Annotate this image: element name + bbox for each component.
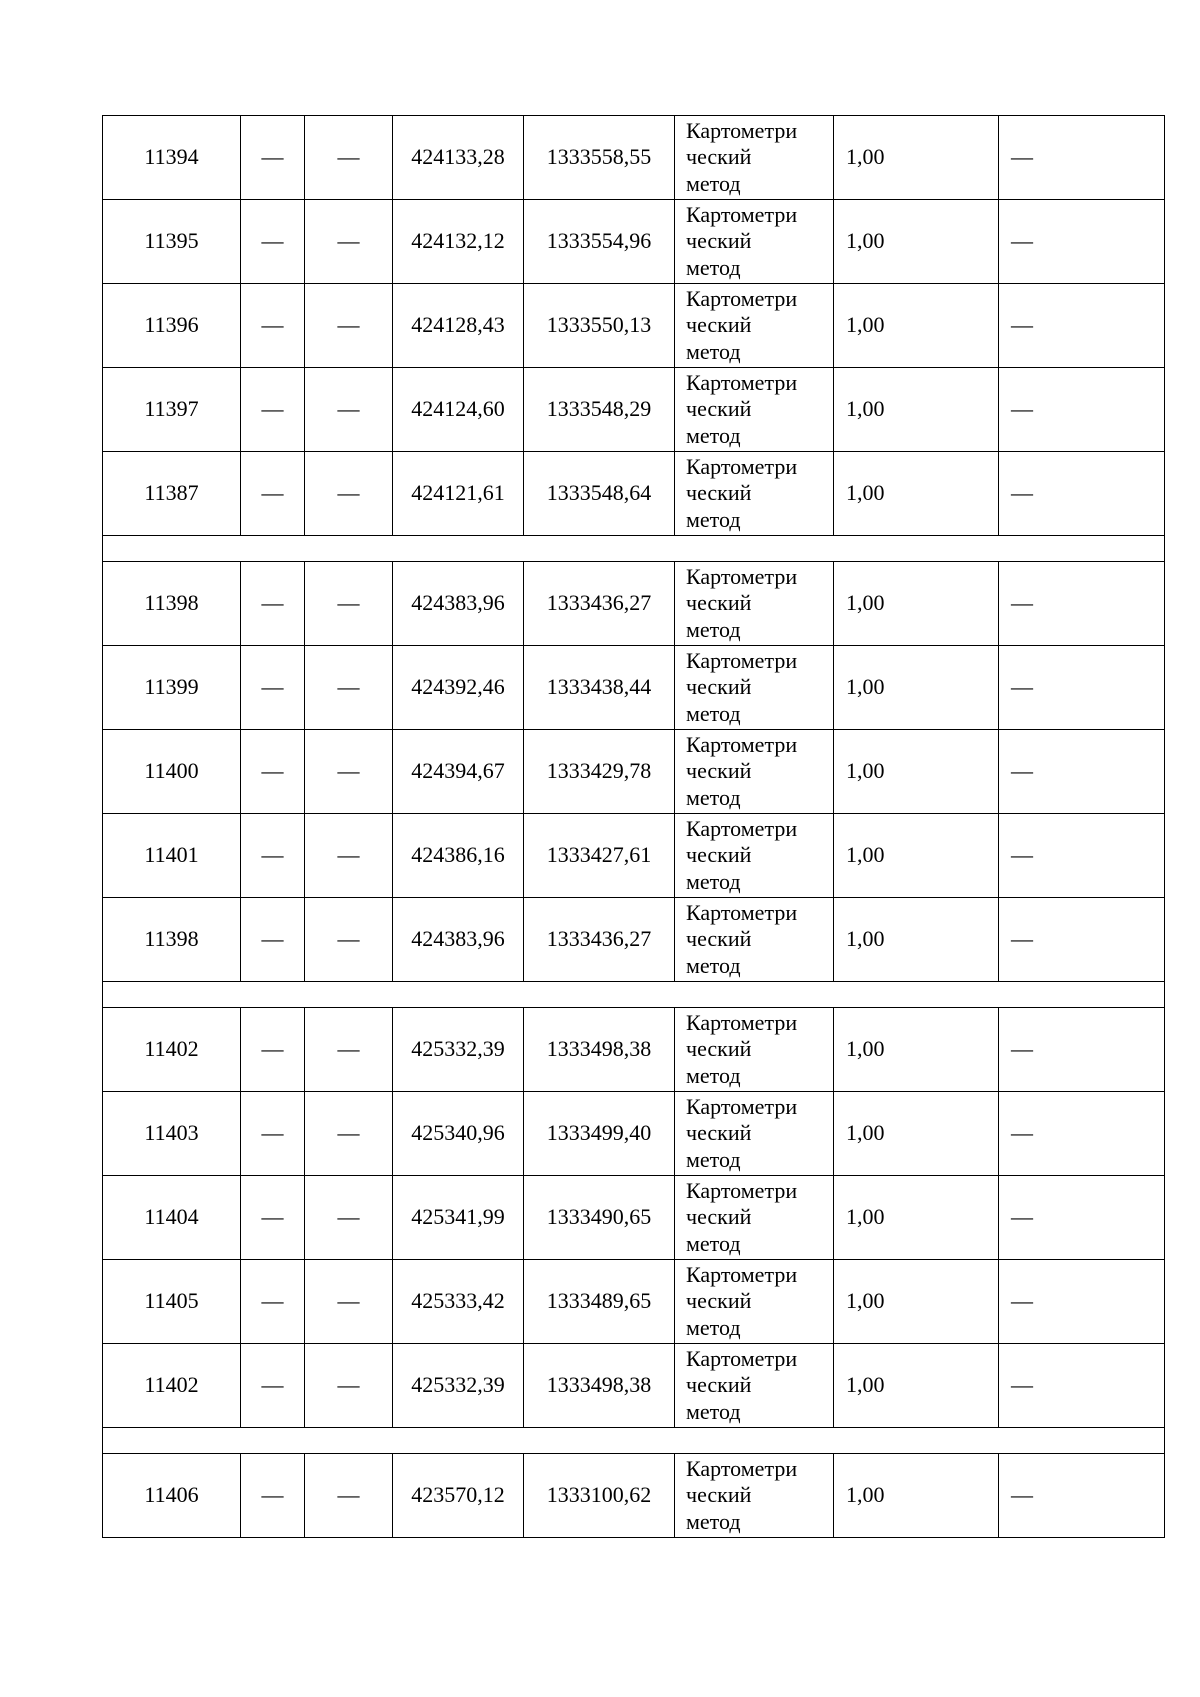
empty-dash-cell: — bbox=[999, 1008, 1165, 1092]
point-number-cell: 11404 bbox=[103, 1176, 241, 1260]
empty-dash-cell: — bbox=[305, 646, 393, 730]
table-row bbox=[103, 452, 1165, 536]
accuracy-cell: 1,00 bbox=[834, 1176, 999, 1260]
coordinate-x-cell: 424392,46 bbox=[393, 646, 524, 730]
coordinate-x-cell: 424128,43 bbox=[393, 284, 524, 368]
coordinate-x-cell: 424386,16 bbox=[393, 814, 524, 898]
method-line: Картометри bbox=[686, 1009, 798, 1035]
coordinate-y-cell: 1333436,27 bbox=[524, 562, 675, 646]
coordinate-y-cell: 1333427,61 bbox=[524, 814, 675, 898]
method-cell bbox=[675, 1344, 834, 1428]
point-number-cell: 11400 bbox=[103, 730, 241, 814]
method-cell bbox=[675, 1176, 834, 1260]
empty-dash-cell: — bbox=[241, 1344, 305, 1428]
table-body bbox=[103, 116, 1165, 1538]
group-separator-row bbox=[103, 536, 1165, 562]
empty-dash-cell: — bbox=[305, 1008, 393, 1092]
empty-dash-cell: — bbox=[999, 368, 1165, 452]
empty-dash-cell: — bbox=[999, 562, 1165, 646]
method-cell bbox=[675, 1008, 834, 1092]
method-line: ческий bbox=[686, 144, 752, 170]
point-number-cell: 11406 bbox=[103, 1454, 241, 1538]
coordinate-x-cell: 424383,96 bbox=[393, 898, 524, 982]
point-number-cell: 11387 bbox=[103, 452, 241, 536]
accuracy-cell: 1,00 bbox=[834, 200, 999, 284]
table-row bbox=[103, 646, 1165, 730]
method-line: ческий bbox=[686, 674, 752, 700]
accuracy-cell: 1,00 bbox=[834, 1008, 999, 1092]
group-separator-row bbox=[103, 982, 1165, 1008]
empty-dash-cell: — bbox=[241, 1008, 305, 1092]
accuracy-cell: 1,00 bbox=[834, 1092, 999, 1176]
empty-dash-cell: — bbox=[999, 284, 1165, 368]
coordinate-y-cell: 1333436,27 bbox=[524, 898, 675, 982]
accuracy-cell: 1,00 bbox=[834, 730, 999, 814]
coordinate-x-cell: 423570,12 bbox=[393, 1454, 524, 1538]
coordinate-x-cell: 425332,39 bbox=[393, 1008, 524, 1092]
empty-dash-cell: — bbox=[305, 1092, 393, 1176]
method-line: ческий bbox=[686, 228, 752, 254]
empty-dash-cell: — bbox=[305, 1454, 393, 1538]
method-cell bbox=[675, 730, 834, 814]
separator-cell bbox=[103, 536, 1165, 562]
empty-dash-cell: — bbox=[305, 116, 393, 200]
method-cell bbox=[675, 116, 834, 200]
empty-dash-cell: — bbox=[305, 452, 393, 536]
empty-dash-cell: — bbox=[999, 1176, 1165, 1260]
empty-dash-cell: — bbox=[999, 814, 1165, 898]
method-line: Картометри bbox=[686, 1455, 798, 1481]
coordinate-x-cell: 424124,60 bbox=[393, 368, 524, 452]
method-cell bbox=[675, 1260, 834, 1344]
coordinate-y-cell: 1333498,38 bbox=[524, 1008, 675, 1092]
empty-dash-cell: — bbox=[999, 1092, 1165, 1176]
table-row bbox=[103, 1092, 1165, 1176]
coordinate-y-cell: 1333548,64 bbox=[524, 452, 675, 536]
method-line: ческий bbox=[686, 926, 752, 952]
empty-dash-cell: — bbox=[999, 898, 1165, 982]
method-line: метод bbox=[686, 700, 741, 726]
method-line: Картометри bbox=[686, 285, 798, 311]
method-line: ческий bbox=[686, 1120, 752, 1146]
point-number-cell: 11398 bbox=[103, 898, 241, 982]
accuracy-cell: 1,00 bbox=[834, 368, 999, 452]
coordinate-x-cell: 425340,96 bbox=[393, 1092, 524, 1176]
empty-dash-cell: — bbox=[241, 1092, 305, 1176]
empty-dash-cell: — bbox=[305, 898, 393, 982]
method-line: Картометри bbox=[686, 201, 798, 227]
method-line: Картометри bbox=[686, 1345, 798, 1371]
method-cell bbox=[675, 814, 834, 898]
method-cell bbox=[675, 1092, 834, 1176]
accuracy-cell: 1,00 bbox=[834, 1260, 999, 1344]
accuracy-cell: 1,00 bbox=[834, 1344, 999, 1428]
method-line: ческий bbox=[686, 590, 752, 616]
table-row bbox=[103, 284, 1165, 368]
coordinate-x-cell: 424394,67 bbox=[393, 730, 524, 814]
method-line: метод bbox=[686, 338, 741, 364]
method-line: метод bbox=[686, 422, 741, 448]
point-number-cell: 11394 bbox=[103, 116, 241, 200]
coordinate-x-cell: 425341,99 bbox=[393, 1176, 524, 1260]
empty-dash-cell: — bbox=[241, 1454, 305, 1538]
accuracy-cell: 1,00 bbox=[834, 814, 999, 898]
method-line: Картометри bbox=[686, 1093, 798, 1119]
empty-dash-cell: — bbox=[305, 730, 393, 814]
coordinate-x-cell: 424132,12 bbox=[393, 200, 524, 284]
coordinate-y-cell: 1333100,62 bbox=[524, 1454, 675, 1538]
method-line: Картометри bbox=[686, 563, 798, 589]
method-line: метод bbox=[686, 1398, 741, 1424]
method-cell bbox=[675, 646, 834, 730]
point-number-cell: 11395 bbox=[103, 200, 241, 284]
coordinate-x-cell: 424133,28 bbox=[393, 116, 524, 200]
method-line: метод bbox=[686, 254, 741, 280]
empty-dash-cell: — bbox=[999, 646, 1165, 730]
table-row bbox=[103, 368, 1165, 452]
empty-dash-cell: — bbox=[999, 730, 1165, 814]
method-line: ческий bbox=[686, 1482, 752, 1508]
method-line: ческий bbox=[686, 842, 752, 868]
method-line: метод bbox=[686, 784, 741, 810]
coordinate-y-cell: 1333550,13 bbox=[524, 284, 675, 368]
empty-dash-cell: — bbox=[999, 200, 1165, 284]
table-row bbox=[103, 1008, 1165, 1092]
method-cell bbox=[675, 1454, 834, 1538]
method-line: ческий bbox=[686, 1036, 752, 1062]
method-line: Картометри bbox=[686, 453, 798, 479]
method-cell bbox=[675, 562, 834, 646]
method-cell bbox=[675, 452, 834, 536]
table-row bbox=[103, 898, 1165, 982]
empty-dash-cell: — bbox=[241, 562, 305, 646]
coordinate-y-cell: 1333548,29 bbox=[524, 368, 675, 452]
table-row bbox=[103, 200, 1165, 284]
method-line: метод bbox=[686, 1062, 741, 1088]
empty-dash-cell: — bbox=[241, 452, 305, 536]
empty-dash-cell: — bbox=[999, 116, 1165, 200]
accuracy-cell: 1,00 bbox=[834, 898, 999, 982]
method-line: Картометри bbox=[686, 815, 798, 841]
coordinate-y-cell: 1333554,96 bbox=[524, 200, 675, 284]
table-row bbox=[103, 730, 1165, 814]
empty-dash-cell: — bbox=[241, 1176, 305, 1260]
coordinate-y-cell: 1333490,65 bbox=[524, 1176, 675, 1260]
method-line: Картометри bbox=[686, 369, 798, 395]
point-number-cell: 11399 bbox=[103, 646, 241, 730]
method-line: Картометри bbox=[686, 1177, 798, 1203]
method-line: метод bbox=[686, 1230, 741, 1256]
method-line: ческий bbox=[686, 396, 752, 422]
point-number-cell: 11403 bbox=[103, 1092, 241, 1176]
empty-dash-cell: — bbox=[305, 1344, 393, 1428]
method-line: ческий bbox=[686, 1372, 752, 1398]
coordinate-y-cell: 1333558,55 bbox=[524, 116, 675, 200]
table-row bbox=[103, 116, 1165, 200]
method-cell bbox=[675, 200, 834, 284]
empty-dash-cell: — bbox=[241, 116, 305, 200]
empty-dash-cell: — bbox=[305, 814, 393, 898]
method-line: метод bbox=[686, 1146, 741, 1172]
method-line: метод bbox=[686, 1314, 741, 1340]
method-line: метод bbox=[686, 868, 741, 894]
empty-dash-cell: — bbox=[241, 898, 305, 982]
method-line: Картометри bbox=[686, 899, 798, 925]
coordinates-table bbox=[102, 115, 1165, 1538]
coordinate-x-cell: 425333,42 bbox=[393, 1260, 524, 1344]
separator-cell bbox=[103, 982, 1165, 1008]
method-line: метод bbox=[686, 952, 741, 978]
empty-dash-cell: — bbox=[305, 1176, 393, 1260]
empty-dash-cell: — bbox=[241, 200, 305, 284]
method-line: ческий bbox=[686, 758, 752, 784]
method-line: метод bbox=[686, 170, 741, 196]
table-row bbox=[103, 562, 1165, 646]
empty-dash-cell: — bbox=[241, 730, 305, 814]
point-number-cell: 11401 bbox=[103, 814, 241, 898]
empty-dash-cell: — bbox=[999, 452, 1165, 536]
method-line: метод bbox=[686, 616, 741, 642]
empty-dash-cell: — bbox=[999, 1344, 1165, 1428]
method-line: ческий bbox=[686, 1288, 752, 1314]
empty-dash-cell: — bbox=[305, 368, 393, 452]
method-cell bbox=[675, 898, 834, 982]
empty-dash-cell: — bbox=[241, 814, 305, 898]
accuracy-cell: 1,00 bbox=[834, 116, 999, 200]
empty-dash-cell: — bbox=[305, 200, 393, 284]
coordinate-y-cell: 1333499,40 bbox=[524, 1092, 675, 1176]
empty-dash-cell: — bbox=[999, 1260, 1165, 1344]
method-cell bbox=[675, 368, 834, 452]
point-number-cell: 11402 bbox=[103, 1344, 241, 1428]
point-number-cell: 11402 bbox=[103, 1008, 241, 1092]
accuracy-cell: 1,00 bbox=[834, 452, 999, 536]
accuracy-cell: 1,00 bbox=[834, 1454, 999, 1538]
table-row bbox=[103, 1260, 1165, 1344]
method-cell bbox=[675, 284, 834, 368]
coordinate-x-cell: 424121,61 bbox=[393, 452, 524, 536]
empty-dash-cell: — bbox=[999, 1454, 1165, 1538]
table-row bbox=[103, 814, 1165, 898]
method-line: метод bbox=[686, 1508, 741, 1534]
coordinate-y-cell: 1333438,44 bbox=[524, 646, 675, 730]
point-number-cell: 11398 bbox=[103, 562, 241, 646]
coordinate-y-cell: 1333429,78 bbox=[524, 730, 675, 814]
method-line: метод bbox=[686, 506, 741, 532]
table-row bbox=[103, 1454, 1165, 1538]
empty-dash-cell: — bbox=[305, 284, 393, 368]
method-line: Картометри bbox=[686, 731, 798, 757]
table-row bbox=[103, 1344, 1165, 1428]
method-line: Картометри bbox=[686, 647, 798, 673]
empty-dash-cell: — bbox=[305, 562, 393, 646]
coordinate-x-cell: 424383,96 bbox=[393, 562, 524, 646]
method-line: Картометри bbox=[686, 117, 798, 143]
empty-dash-cell: — bbox=[241, 368, 305, 452]
group-separator-row bbox=[103, 1428, 1165, 1454]
coordinate-y-cell: 1333498,38 bbox=[524, 1344, 675, 1428]
method-line: ческий bbox=[686, 480, 752, 506]
empty-dash-cell: — bbox=[241, 1260, 305, 1344]
accuracy-cell: 1,00 bbox=[834, 284, 999, 368]
coordinate-x-cell: 425332,39 bbox=[393, 1344, 524, 1428]
accuracy-cell: 1,00 bbox=[834, 646, 999, 730]
empty-dash-cell: — bbox=[241, 646, 305, 730]
separator-cell bbox=[103, 1428, 1165, 1454]
coordinate-y-cell: 1333489,65 bbox=[524, 1260, 675, 1344]
empty-dash-cell: — bbox=[241, 284, 305, 368]
table-row bbox=[103, 1176, 1165, 1260]
point-number-cell: 11397 bbox=[103, 368, 241, 452]
method-line: ческий bbox=[686, 1204, 752, 1230]
method-line: Картометри bbox=[686, 1261, 798, 1287]
method-line: ческий bbox=[686, 312, 752, 338]
accuracy-cell: 1,00 bbox=[834, 562, 999, 646]
point-number-cell: 11405 bbox=[103, 1260, 241, 1344]
empty-dash-cell: — bbox=[305, 1260, 393, 1344]
point-number-cell: 11396 bbox=[103, 284, 241, 368]
